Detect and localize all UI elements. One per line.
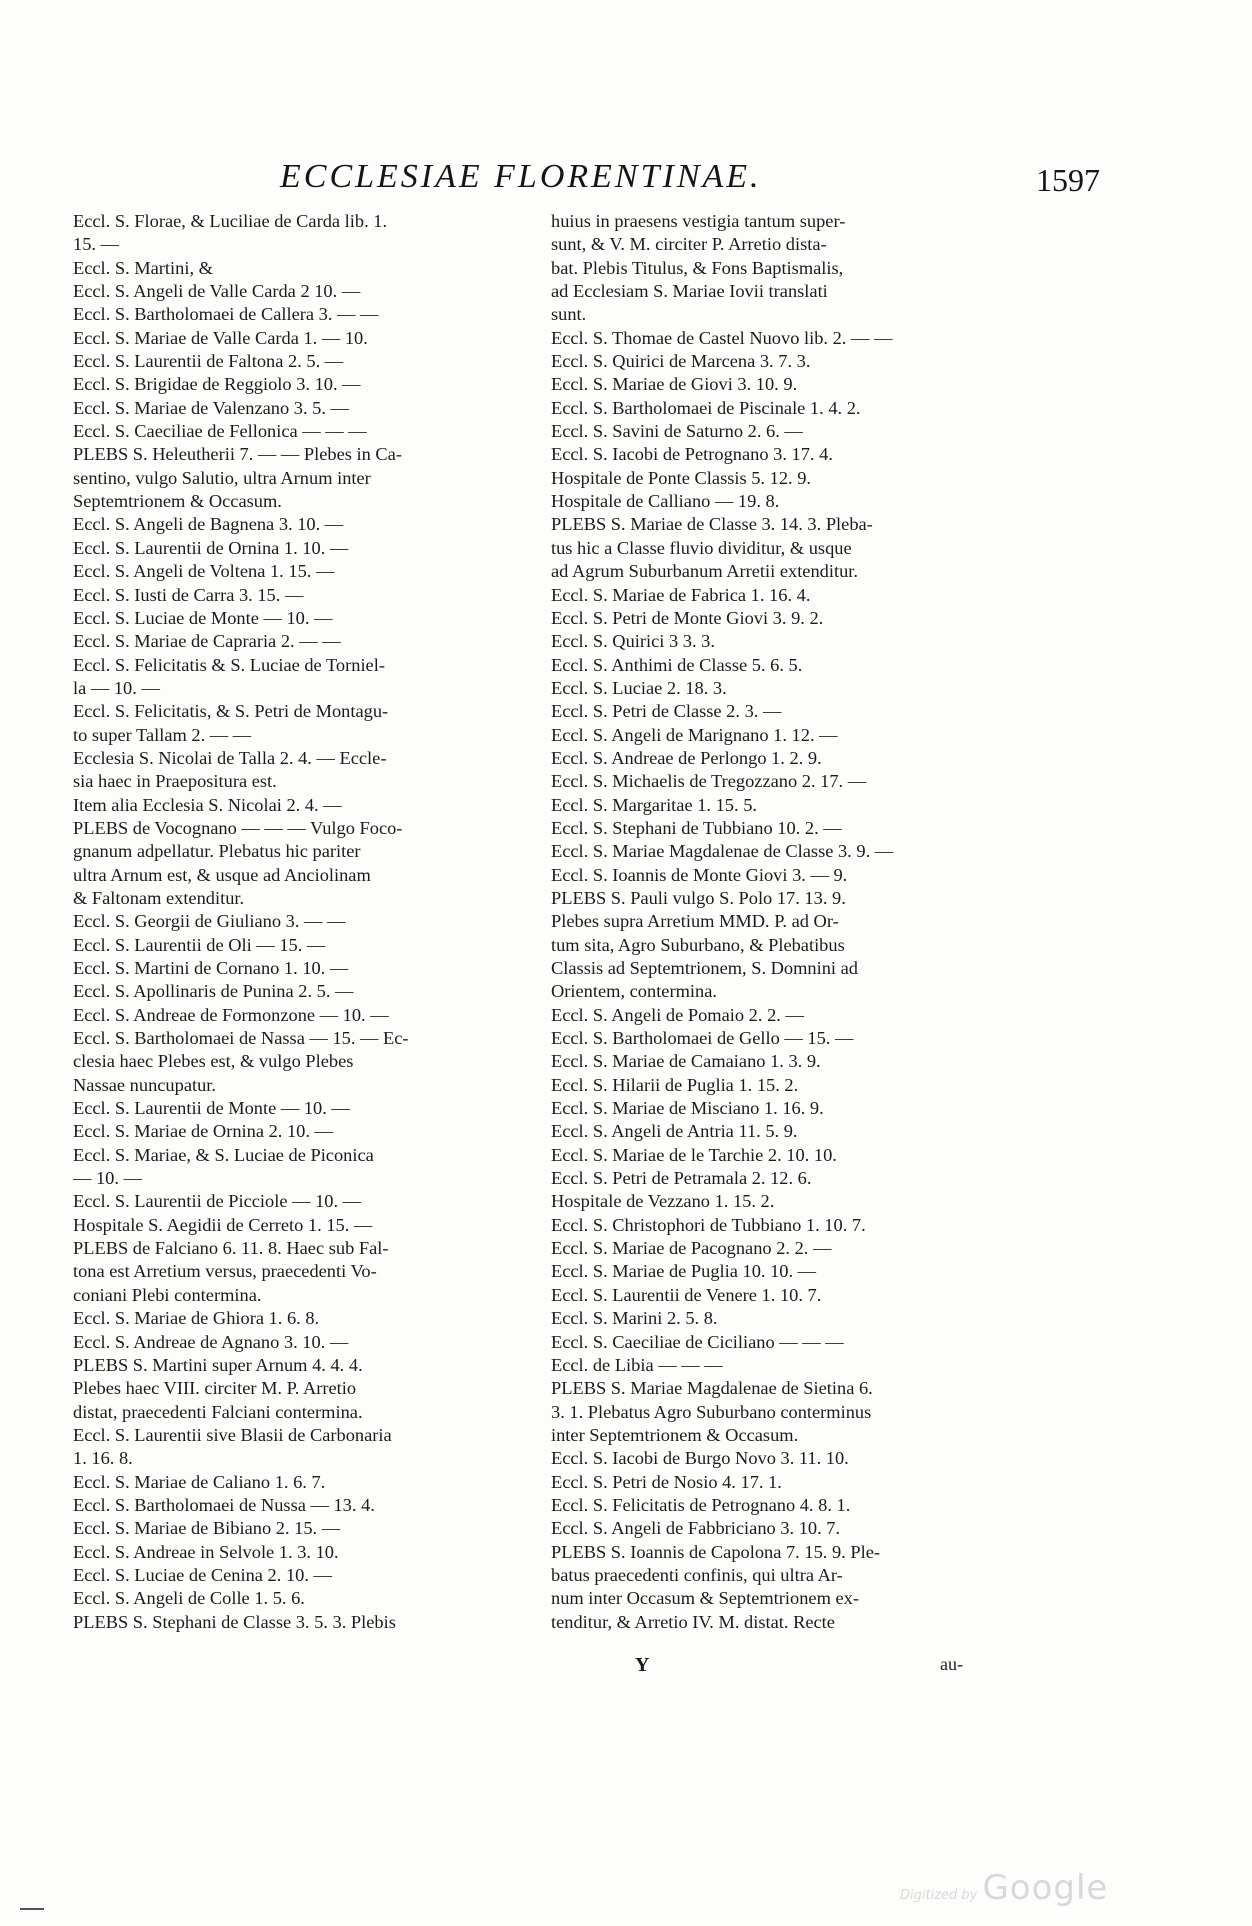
register-line: PLEBS S. Stephani de Classe 3. 5. 3. Plebis (73, 1611, 396, 1632)
register-line: Septemtrionem & Occasum. (73, 491, 282, 512)
register-line: Eccl. S. Anthimi de Classe 5. 6. 5. (551, 654, 803, 675)
register-line: Eccl. S. Michaelis de Tregozzano 2. 17. — (551, 771, 867, 792)
register-line: 1. 16. 8. (73, 1448, 133, 1469)
signature-mark: Y (635, 1654, 650, 1676)
register-line: sentino, vulgo Salutio, ultra Arnum inter (73, 467, 371, 488)
register-line: Eccl. S. Luciae de Monte — 10. — (73, 607, 333, 628)
register-line: Eccl. S. Savini de Saturno 2. 6. — (551, 421, 803, 442)
register-line: — 10. — (73, 1168, 142, 1189)
register-line: Eccl. S. Petri de Nosio 4. 17. 1. (551, 1471, 782, 1492)
register-line: huius in praesens vestigia tantum super- (551, 211, 846, 231)
register-line: num inter Occasum & Septemtrionem ex- (551, 1588, 859, 1609)
register-line: Eccl. S. Andreae in Selvole 1. 3. 10. (73, 1541, 339, 1562)
register-line: ultra Arnum est, & usque ad Anciolinam (73, 864, 371, 885)
register-line: Eccl. S. Laurentii de Oli — 15. — (73, 934, 326, 955)
register-line: Eccl. S. Petri de Monte Giovi 3. 9. 2. (551, 607, 824, 628)
register-line: 15. — (73, 234, 119, 255)
register-line: tum sita, Agro Suburbano, & Plebatibus (551, 934, 845, 955)
register-line: Eccl. S. Luciae 2. 18. 3. (551, 677, 727, 698)
register-line: sia haec in Praepositura est. (73, 771, 277, 792)
register-line: Hospitale S. Aegidii de Cerreto 1. 15. — (73, 1214, 373, 1235)
register-line: PLEBS S. Martini super Arnum 4. 4. 4. (73, 1354, 363, 1375)
register-line: ad Agrum Suburbanum Arretii extenditur. (551, 561, 858, 582)
register-line: inter Septemtrionem & Occasum. (551, 1424, 799, 1445)
right-column (551, 210, 991, 1634)
register-line: Eccl. S. Angeli de Marignano 1. 12. — (551, 724, 838, 745)
register-line: Eccl. S. Mariae de Caliano 1. 6. 7. (73, 1471, 326, 1492)
register-line: Eccl. S. Felicitatis, & S. Petri de Montagu- (73, 701, 389, 722)
register-line: batus praecedenti confinis, qui ultra Ar- (551, 1564, 843, 1585)
register-line: Eccl. S. Laurentii de Monte — 10. — (73, 1098, 350, 1119)
register-line: Plebes supra Arretium MMD. P. ad Or- (551, 911, 839, 932)
register-line: Item alia Ecclesia S. Nicolai 2. 4. — (73, 794, 342, 815)
register-line: Eccl. de Libia — — — (551, 1354, 723, 1375)
register-line: Eccl. S. Angeli de Valle Carda 2 10. — (73, 281, 361, 302)
register-line: Eccl. S. Apollinaris de Punina 2. 5. — (73, 981, 354, 1002)
register-line: sunt. (551, 304, 587, 325)
register-line: Eccl. S. Mariae de Valle Carda 1. — 10. (73, 327, 368, 348)
register-line: ad Ecclesiam S. Mariae Iovii translati (551, 281, 828, 302)
watermark-logo-text: Google (982, 1868, 1109, 1908)
register-line: Eccl. S. Laurentii sive Blasii de Carbonaria (73, 1424, 392, 1445)
register-line: Hospitale de Ponte Classis 5. 12. 9. (551, 467, 812, 488)
register-line: Eccl. S. Angeli de Bagnena 3. 10. — (73, 514, 344, 535)
register-line: Ecclesia S. Nicolai de Talla 2. 4. — Eccle- (73, 747, 387, 768)
register-line: Eccl. S. Bartholomaei de Callera 3. — — (73, 304, 379, 325)
register-line: Eccl. S. Angeli de Colle 1. 5. 6. (73, 1588, 305, 1609)
register-line: Eccl. S. Iusti de Carra 3. 15. — (73, 584, 304, 605)
register-line: Eccl. S. Felicitatis & S. Luciae de Torniel- (73, 654, 385, 675)
register-line: Eccl. S. Margaritae 1. 15. 5. (551, 794, 757, 815)
register-line: Eccl. S. Petri de Classe 2. 3. — (551, 701, 782, 722)
register-line: Eccl. S. Iacobi de Burgo Novo 3. 11. 10. (551, 1448, 849, 1469)
register-line: Eccl. S. Petri de Petramala 2. 12. 6. (551, 1168, 812, 1189)
register-line: Eccl. S. Mariae de Puglia 10. 10. — (551, 1261, 817, 1282)
register-line: PLEBS S. Heleutherii 7. — — Plebes in Ca- (73, 444, 402, 465)
register-line: gnanum adpellatur. Plebatus hic pariter (73, 841, 361, 862)
register-line: Eccl. S. Thomae de Castel Nuovo lib. 2. — — (551, 327, 893, 348)
register-line: PLEBS S. Mariae de Classe 3. 14. 3. Pleba- (551, 514, 873, 535)
register-line: Eccl. S. Mariae de Misciano 1. 16. 9. (551, 1098, 824, 1119)
register-line: Eccl. S. Mariae de Bibiano 2. 15. — (73, 1518, 341, 1539)
register-line: Eccl. S. Mariae de Valenzano 3. 5. — (73, 397, 349, 418)
register-line: Plebes haec VIII. circiter M. P. Arretio (73, 1378, 357, 1399)
page-number: 1597 (1036, 162, 1100, 198)
register-line: PLEBS S. Mariae Magdalenae de Sietina 6. (551, 1378, 873, 1399)
register-line: Eccl. S. Bartholomaei de Gello — 15. — (551, 1028, 854, 1049)
register-line: Eccl. S. Mariae, & S. Luciae de Piconica (73, 1144, 374, 1165)
register-line: clesia haec Plebes est, & vulgo Plebes (73, 1051, 354, 1072)
catchword: au- (940, 1654, 963, 1674)
register-line: Eccl. S. Mariae de Ghiora 1. 6. 8. (73, 1308, 320, 1329)
register-line: Eccl. S. Ioannis de Monte Giovi 3. — 9. (551, 864, 848, 885)
register-line: tenditur, & Arretio IV. M. distat. Recte (551, 1611, 835, 1632)
register-line: Eccl. S. Laurentii de Picciole — 10. — (73, 1191, 362, 1212)
register-line: Hospitale de Calliano — 19. 8. (551, 491, 780, 512)
page-edge-mark (20, 1908, 44, 1910)
register-line: sunt, & V. M. circiter P. Arretio dista- (551, 234, 827, 255)
register-line: Eccl. S. Angeli de Pomaio 2. 2. — (551, 1004, 804, 1025)
register-line: tona est Arretium versus, praecedenti Vo- (73, 1261, 377, 1282)
register-line: Eccl. S. Mariae de Capraria 2. — — (73, 631, 341, 652)
register-line: Eccl. S. Stephani de Tubbiano 10. 2. — (551, 817, 842, 838)
register-line: Eccl. S. Bartholomaei de Nussa — 13. 4. (73, 1494, 375, 1515)
digitized-watermark (900, 1868, 1108, 1908)
register-line: Eccl. S. Angeli de Voltena 1. 15. — (73, 561, 335, 582)
register-line: 3. 1. Plebatus Agro Suburbano conterminus (551, 1401, 872, 1422)
register-line: PLEBS S. Ioannis de Capolona 7. 15. 9. Ple- (551, 1541, 880, 1562)
register-line: Eccl. S. Luciae de Cenina 2. 10. — (73, 1564, 332, 1585)
register-line: Eccl. S. Mariae de Fabrica 1. 16. 4. (551, 584, 811, 605)
register-line: Eccl. S. Quirici 3 3. 3. (551, 631, 715, 652)
register-line: Nassae nuncupatur. (73, 1074, 216, 1095)
register-line: Classis ad Septemtrionem, S. Domnini ad (551, 958, 859, 978)
register-line: Eccl. S. Marini 2. 5. 8. (551, 1308, 718, 1329)
register-line: Eccl. S. Martini de Cornano 1. 10. — (73, 958, 349, 978)
page-title: ECCLESIAE FLORENTINAE. (280, 158, 762, 195)
register-line: distat, praecedenti Falciani contermina. (73, 1401, 363, 1422)
register-line: Eccl. S. Caeciliae de Fellonica — — — (73, 421, 367, 442)
register-line: tus hic a Classe fluvio dividitur, & usque (551, 537, 852, 558)
register-line: coniani Plebi contermina. (73, 1284, 262, 1305)
register-line: bat. Plebis Titulus, & Fons Baptismalis, (551, 257, 844, 278)
watermark-small-text: Digitized by (900, 1888, 978, 1903)
register-line: Eccl. S. Caeciliae de Ciciliano — — — (551, 1331, 844, 1352)
register-line: Eccl. S. Mariae de Pacognano 2. 2. — (551, 1238, 832, 1259)
left-column (73, 210, 513, 1634)
register-line: Eccl. S. Mariae Magdalenae de Classe 3. 9. — (551, 841, 894, 862)
register-line: Eccl. S. Angeli de Antria 11. 5. 9. (551, 1121, 798, 1142)
register-line: Eccl. S. Andreae de Perlongo 1. 2. 9. (551, 747, 822, 768)
register-line: Eccl. S. Christophori de Tubbiano 1. 10. 7. (551, 1214, 866, 1235)
register-line: Eccl. S. Angeli de Fabbriciano 3. 10. 7. (551, 1518, 841, 1539)
register-line: & Faltonam extenditur. (73, 887, 245, 908)
register-line: Eccl. S. Hilarii de Puglia 1. 15. 2. (551, 1074, 799, 1095)
register-line: PLEBS de Vocognano — — — Vulgo Foco- (73, 817, 403, 838)
register-line: Eccl. S. Mariae de Giovi 3. 10. 9. (551, 374, 798, 395)
register-line: to super Tallam 2. — — (73, 724, 252, 745)
register-line: Eccl. S. Felicitatis de Petrognano 4. 8. 1. (551, 1494, 851, 1515)
register-line: la — 10. — (73, 677, 160, 698)
register-line: Eccl. S. Laurentii de Faltona 2. 5. — (73, 351, 344, 372)
register-line: Eccl. S. Laurentii de Venere 1. 10. 7. (551, 1284, 822, 1305)
register-line: Eccl. S. Iacobi de Petrognano 3. 17. 4. (551, 444, 833, 465)
register-line: Eccl. S. Mariae de le Tarchie 2. 10. 10. (551, 1144, 837, 1165)
register-line: Eccl. S. Florae, & Luciliae de Carda lib. 1. (73, 211, 388, 231)
register-line: Eccl. S. Bartholomaei de Piscinale 1. 4. 2. (551, 397, 861, 418)
register-line: Eccl. S. Laurentii de Ornina 1. 10. — (73, 537, 349, 558)
running-header (250, 158, 1100, 208)
register-line: Eccl. S. Martini, & (73, 257, 213, 278)
register-line: PLEBS S. Pauli vulgo S. Polo 17. 13. 9. (551, 887, 846, 908)
register-line: Hospitale de Vezzano 1. 15. 2. (551, 1191, 775, 1212)
register-line: Eccl. S. Brigidae de Reggiolo 3. 10. — (73, 374, 361, 395)
register-line: Eccl. S. Andreae de Formonzone — 10. — (73, 1004, 389, 1025)
register-line: Orientem, contermina. (551, 981, 717, 1002)
register-line: Eccl. S. Bartholomaei de Nassa — 15. — Ec- (73, 1028, 409, 1049)
register-line: Eccl. S. Mariae de Camaiano 1. 3. 9. (551, 1051, 821, 1072)
register-line: PLEBS de Falciano 6. 11. 8. Haec sub Fal- (73, 1238, 389, 1259)
register-line: Eccl. S. Mariae de Ornina 2. 10. — (73, 1121, 333, 1142)
register-line: Eccl. S. Andreae de Agnano 3. 10. — (73, 1331, 349, 1352)
register-line: Eccl. S. Georgii de Giuliano 3. — — (73, 911, 346, 932)
register-line: Eccl. S. Quirici de Marcena 3. 7. 3. (551, 351, 811, 372)
